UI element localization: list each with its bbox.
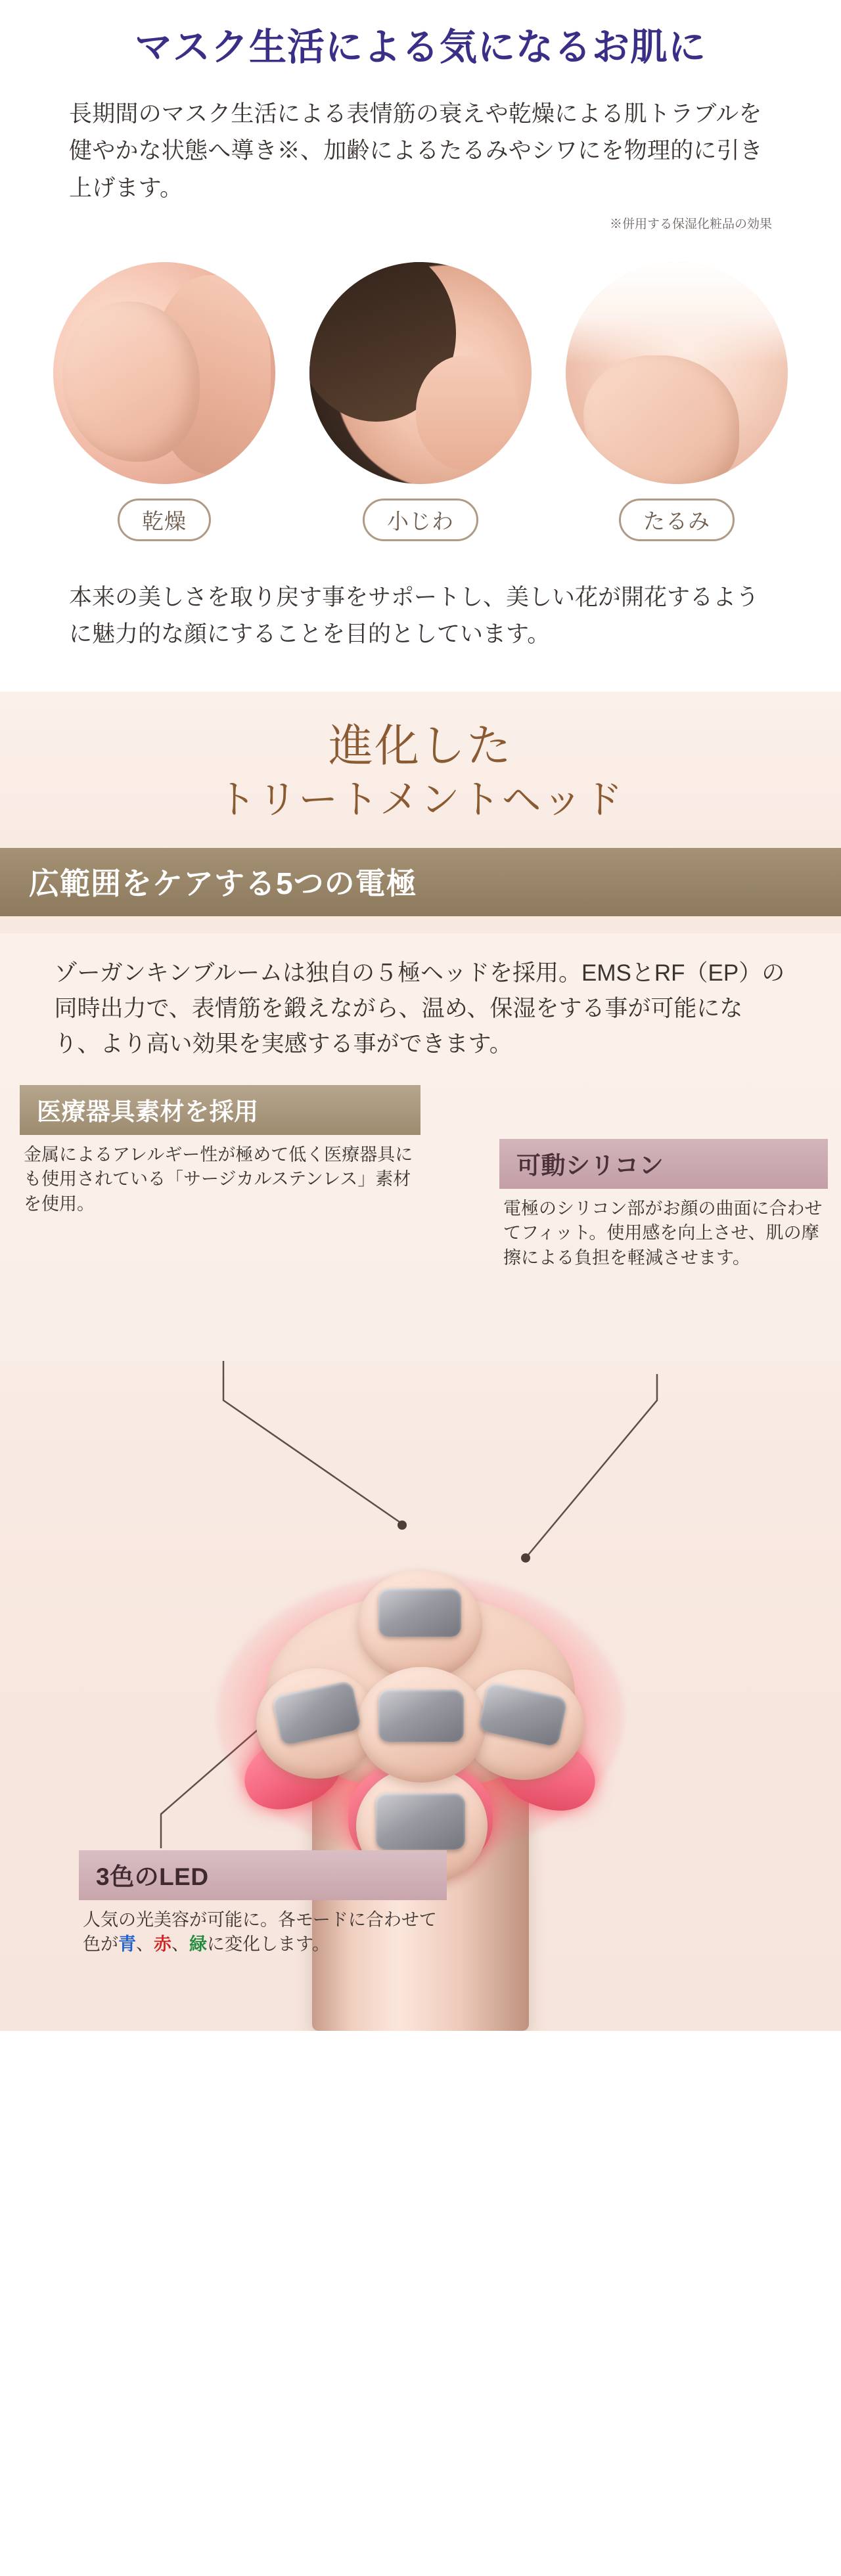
callout-title: 可動シリコン [499,1139,828,1189]
neck-lift-photo [566,262,788,484]
led-sep-1: 、 [136,1934,154,1955]
concern-item [53,262,276,541]
concern-item [309,262,532,541]
concern-label: たるみ [619,499,735,541]
evolved-head-section [0,692,841,933]
electrode-paragraph: ゾーガンキンブルームは独自の５極ヘッドを採用。EMSとRF（EP）の同時出力で、表情筋を鍛えながら、温め、保湿をする事が可能になり、より高い効果を実感する事ができます。 [54,960,785,1057]
callout-body: 金属によるアレルギー性が極めて低く医療器具にも使用されている「サージカルステンレス」素材を使用。 [24,1144,413,1214]
callout-title: 3色のLED [79,1850,447,1900]
concern-item [565,262,788,541]
lead-paragraph-2: 本来の美しさを取り戻す事をサポートし、美しい花が開花するように魅力的な顔にすることを目的としています。 [69,584,760,648]
hand-on-cheek-photo [53,262,275,484]
callout-body [79,1900,447,1958]
feature-band: 広範囲をケアする5つの電極 [0,848,841,916]
steel-plate-top [378,1588,461,1637]
mask-life-section [0,0,841,692]
steel-plate-center [378,1689,464,1742]
concern-label: 小じわ [363,499,478,541]
callout-group [0,1085,841,1361]
callout-body: 電極のシリコン部がお顔の曲面に合わせてフィット。使用感を向上させ、肌の摩擦による負担を軽減させます。 [503,1198,823,1268]
lead-paragraph: 長期間のマスク生活による表情筋の衰えや乾燥による肌トラブルを健やかな状態へ導き※、加齢によるたるみやシワにを物理的に引き上げます。 [69,100,763,201]
led-body-post: に変化します。 [207,1934,330,1955]
led-color-green: 緑 [189,1934,207,1955]
electrode-section [0,933,841,2031]
callout-medical-material [20,1085,420,1217]
page-title: マスク生活による気になるお肌に [135,26,706,68]
led-color-blue: 青 [118,1934,136,1955]
led-color-red: 赤 [154,1934,171,1955]
electrode-pods [233,1570,608,1898]
led-body-pre: 人気の光美容が可能に。各モードに合わせて色が [83,1909,437,1955]
concern-label: 乾燥 [118,499,211,541]
steel-plate-bottom [376,1793,465,1850]
face-closeup-photo [309,262,532,484]
device-illustration [0,1361,841,2031]
section-title-line1: 進化した [328,721,512,771]
section-title [0,718,841,826]
concern-circles [53,262,788,541]
callout-movable-silicone [499,1139,828,1271]
section-title-line2: トリートメントヘッド [217,778,624,822]
callout-title: 医療器具素材を採用 [20,1085,420,1135]
led-sep-2: 、 [171,1934,189,1955]
callout-three-color-led [79,1850,447,1958]
footnote: ※併用する保湿化粧品の効果 [609,217,772,231]
